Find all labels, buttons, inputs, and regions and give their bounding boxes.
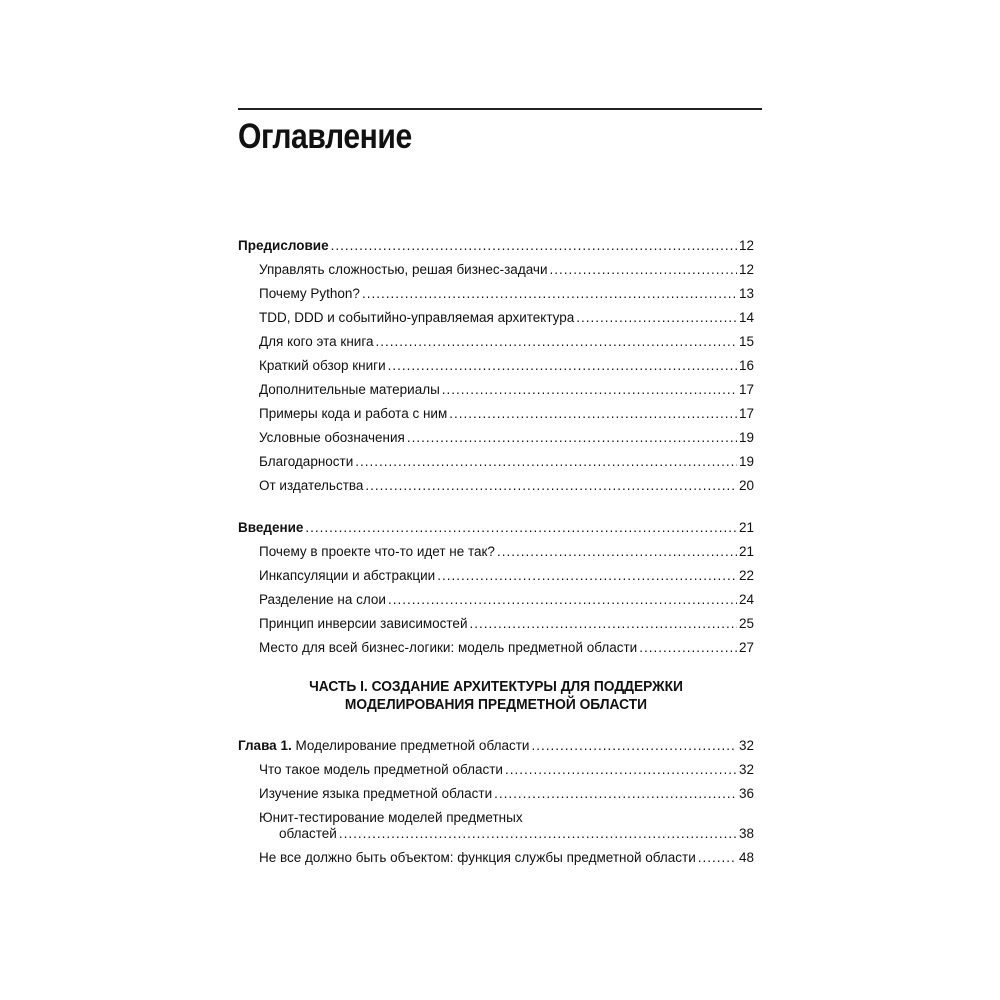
toc-page-number: 27 [738,640,754,655]
toc-entry-label: Место для всей бизнес-логики: модель предметной области [259,640,638,655]
dot-leader [437,568,737,584]
toc-page-number: 17 [738,406,754,421]
toc-entry[interactable] [238,406,754,422]
toc-entry-label: Не все должно быть объектом: функция службы предметной области [259,850,696,865]
toc-entry-label: Моделирование предметной области [295,738,530,753]
toc-page-number: 25 [738,616,754,631]
toc-page-number: 36 [738,786,754,801]
toc-page-number: 14 [738,310,754,325]
page-title: Оглавление [238,117,412,156]
toc-entry[interactable] [238,762,754,778]
part-heading-line: ЧАСТЬ I. СОЗДАНИЕ АРХИТЕКТУРЫ ДЛЯ ПОДДЕРЖКИ [309,679,683,695]
toc-entry-label: Изучение языка предметной области [259,786,493,801]
toc-entry[interactable] [238,568,754,584]
toc-page-number: 13 [738,286,754,301]
toc-entry-introduction[interactable] [238,520,754,536]
dot-leader [362,286,737,302]
toc-page-number: 16 [738,358,754,373]
toc-entry[interactable] [238,358,754,374]
dot-leader [331,238,737,254]
toc-entry-preface[interactable] [238,238,754,254]
dot-leader [375,334,737,350]
toc-entry-label: Дополнительные материалы [259,382,440,397]
toc-entry-chapter-1[interactable] [238,738,754,754]
toc-entry-label: Для кого эта книга [259,334,374,349]
top-rule [238,108,762,110]
toc-entry[interactable] [238,616,754,632]
toc-entry-label: Юнит-тестирование моделей предметных [259,810,523,825]
toc-entry[interactable] [238,454,754,470]
dot-leader [494,786,737,802]
toc-entry-label: Принцип инверсии зависимостей [259,616,468,631]
toc-entry[interactable] [238,544,754,560]
toc-entry[interactable] [238,334,754,350]
toc-page-number: 15 [738,334,754,349]
part-heading-line: МОДЕЛИРОВАНИЯ ПРЕДМЕТНОЙ ОБЛАСТИ [344,697,648,713]
dot-leader [407,430,737,446]
toc-page-number: 32 [738,738,754,753]
toc-entry[interactable] [238,592,754,608]
toc-entry[interactable] [238,478,754,494]
dot-leader [639,640,737,656]
toc-entry[interactable] [238,850,754,866]
toc-page-number: 24 [738,592,754,607]
toc-entry[interactable] [238,286,754,302]
dot-leader [469,616,736,632]
part-heading [238,678,754,714]
toc-page-number: 19 [738,430,754,445]
toc-page-number: 12 [738,238,754,253]
toc-entry-label: Введение [238,520,304,535]
toc-page-number: 38 [738,826,754,841]
dot-leader [449,406,737,422]
toc-entry-label: TDD, DDD и событийно-управляемая архитектура [259,310,575,325]
dot-leader [365,478,737,494]
toc-entry-label: Условные обозначения [259,430,405,445]
dot-leader [442,382,737,398]
toc-page-number: 19 [738,454,754,469]
toc-entry-label: Предисловие [238,238,329,253]
toc-page-number: 20 [738,478,754,493]
toc-entry-label: Управлять сложностью, решая бизнес-задачи [259,262,548,277]
toc-page-number: 17 [738,382,754,397]
toc-entry[interactable] [238,640,754,656]
dot-leader [305,520,737,536]
dot-leader [497,544,737,560]
dot-leader [388,358,737,374]
toc-entry-label: Инкапсуляции и абстракции [259,568,436,583]
table-of-contents [238,238,754,874]
toc-entry[interactable] [238,786,754,802]
toc-entry-multiline[interactable] [238,810,754,842]
toc-page-number: 32 [738,762,754,777]
toc-entry-label: Разделение на слои [259,592,386,607]
toc-entry[interactable] [238,310,754,326]
toc-entry-label: Почему в проекте что-то идет не так? [259,544,495,559]
toc-entry-label-continued: областей [279,826,337,841]
toc-entry-label: Примеры кода и работа с ним [259,406,448,421]
dot-leader [339,826,737,842]
toc-page-number: 21 [738,520,754,535]
dot-leader [549,262,736,278]
toc-entry[interactable] [238,262,754,278]
dot-leader [531,738,737,754]
dot-leader [698,850,737,866]
toc-entry-label: Что такое модель предметной области [259,762,503,777]
toc-entry-label: Благодарности [259,454,354,469]
toc-page-number: 21 [738,544,754,559]
toc-entry[interactable] [238,382,754,398]
toc-entry-label: Краткий обзор книги [259,358,386,373]
chapter-prefix: Глава 1. [238,738,292,753]
dot-leader [388,592,737,608]
toc-page-number: 48 [738,850,754,865]
toc-page-number: 12 [738,262,754,277]
toc-entry-label: Почему Python? [259,286,360,301]
toc-entry-label: От издательства [259,478,364,493]
dot-leader [355,454,737,470]
dot-leader [576,310,737,326]
toc-entry[interactable] [238,430,754,446]
dot-leader [505,762,737,778]
toc-page-number: 22 [738,568,754,583]
